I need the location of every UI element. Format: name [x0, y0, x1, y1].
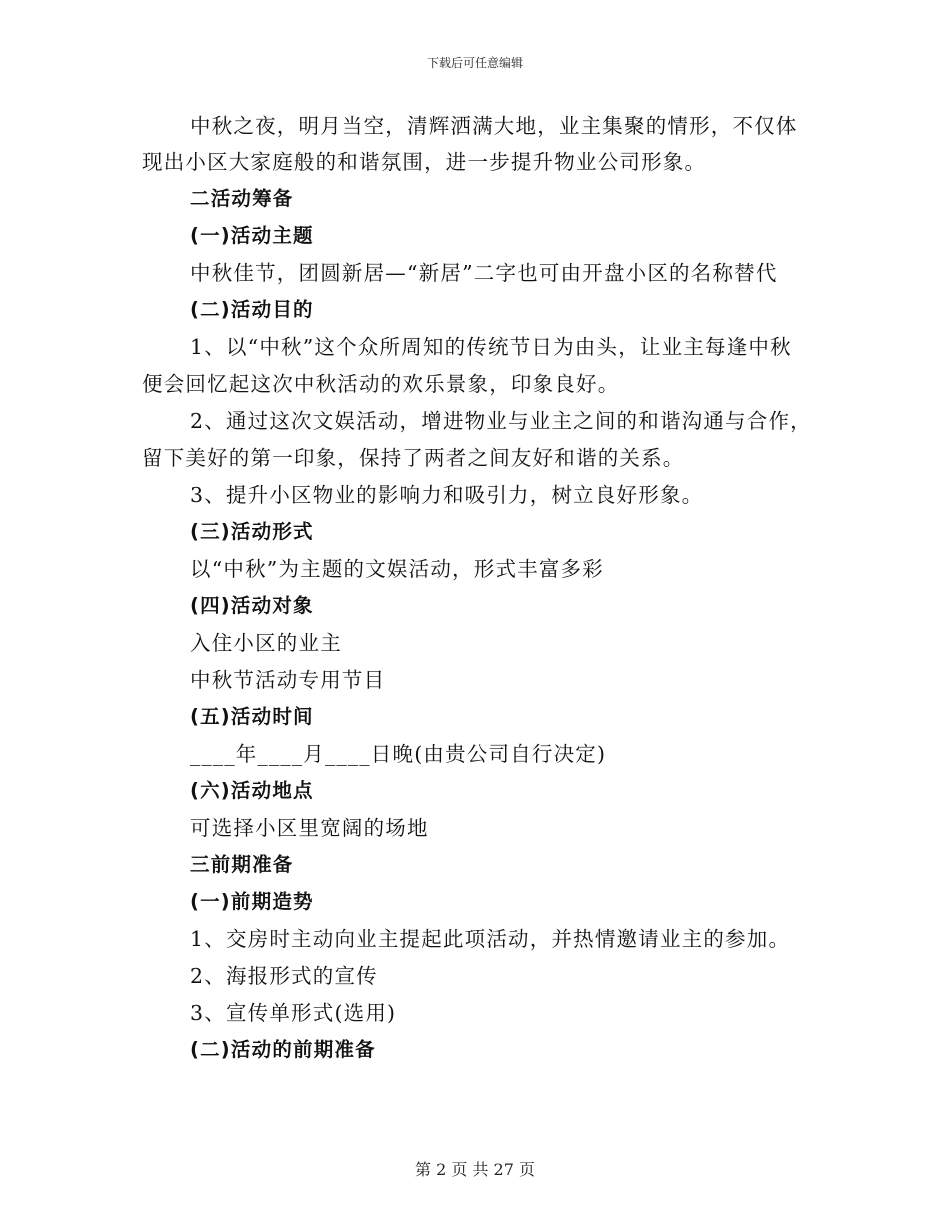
paragraph-line: 1、以“中秋”这个众所周知的传统节日为由头，让业主每逢中秋 [190, 335, 792, 359]
section-heading: 二活动筹备 [190, 187, 294, 210]
paragraph-line: 中秋之夜，明月当空，清辉洒满大地，业主集聚的情形，不仅体 [190, 114, 798, 138]
paragraph-line: 3、宣传单形式(选用) [190, 1001, 397, 1025]
subsection-heading: (一)前期造势 [190, 890, 314, 913]
paragraph-line: 2、通过这次文娱活动，增进物业与业主之间的和谐沟通与合作， [190, 409, 812, 433]
paragraph-line: 入住小区的业主 [190, 631, 342, 655]
page-number: 第 2 页 共 27 页 [415, 1160, 535, 1179]
subsection-heading: (四)活动对象 [190, 594, 314, 617]
subsection-heading: (二)活动目的 [190, 298, 314, 321]
page-header-note: 下载后可任意编辑 [426, 56, 523, 70]
paragraph-line: 留下美好的第一印象，保持了两者之间友好和谐的关系。 [142, 446, 685, 470]
paragraph-line: 便会回忆起这次中秋活动的欢乐景象，印象良好。 [142, 372, 620, 396]
paragraph-line: 1、交房时主动向业主提起此项活动，并热情邀请业主的参加。 [190, 927, 791, 951]
paragraph-line: 2、海报形式的宣传 [190, 964, 378, 988]
section-heading: 三前期准备 [190, 853, 294, 876]
subsection-heading: (三)活动形式 [190, 520, 314, 543]
subsection-heading: (五)活动时间 [190, 705, 314, 728]
paragraph-line: 现出小区大家庭般的和谐氛围，进一步提升物业公司形象。 [142, 150, 707, 174]
paragraph-line: 中秋节活动专用节目 [190, 668, 386, 692]
paragraph-line: 3、提升小区物业的影响力和吸引力，树立良好形象。 [190, 483, 704, 507]
paragraph-line: 以“中秋”为主题的文娱活动，形式丰富多彩 [190, 557, 604, 581]
paragraph-line: 可选择小区里宽阔的场地 [190, 816, 429, 840]
subsection-heading: (六)活动地点 [190, 779, 314, 802]
paragraph-line: 中秋佳节，团圆新居—“新居”二字也可由开盘小区的名称替代 [190, 261, 778, 285]
paragraph-line: ____年____月____日晚(由贵公司自行决定) [190, 742, 607, 766]
subsection-heading: (二)活动的前期准备 [190, 1038, 376, 1061]
subsection-heading: (一)活动主题 [190, 224, 314, 247]
